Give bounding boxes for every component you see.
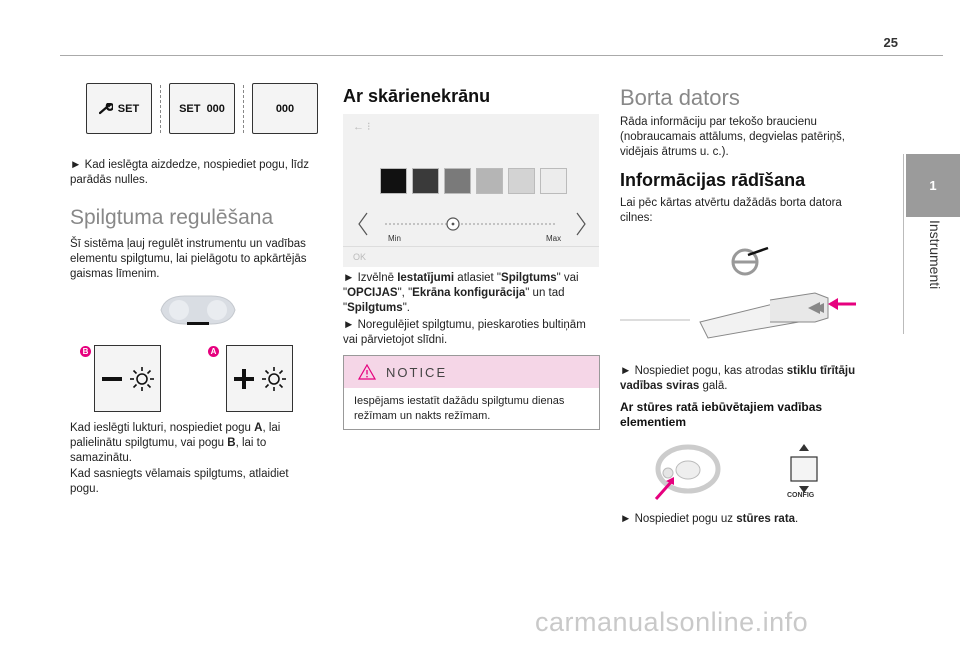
panel-separator — [160, 85, 161, 133]
trip-computer-intro: Rāda informāciju par tekošo braucienu (nobraucamais attālums, degvielas patēriņš, vidējais ātrums u. c.). — [620, 116, 846, 158]
brightness-decrease-button — [94, 345, 161, 412]
brightness-heading: Spilgtuma regulēšana — [70, 206, 274, 229]
release-instruction: Kad sasniegts vēlamais spilgtums, atlaidiet pogu. — [70, 468, 289, 495]
slider-min-label: Min — [388, 234, 401, 243]
touchscreen-instruction: ► Izvēlnē Iestatījumi atlasiet "Spilgtums" vai "OPCIJAS", "Ekrāna konfigurācija" un tad "Spilgtums". — [343, 272, 579, 314]
minus-icon — [101, 368, 123, 390]
brightness-increase-button — [226, 345, 293, 412]
steering-wheel-illustration — [652, 443, 724, 501]
color-swatches — [380, 168, 567, 194]
info-display-intro: Lai pēc kārtas atvērtu dažādās borta datora cilnes: — [620, 197, 842, 224]
set-000-display — [169, 83, 235, 134]
set-label: SET — [117, 102, 140, 115]
trip-reset-panels — [86, 83, 318, 134]
info-display-heading: Informācijas rādīšana — [620, 170, 806, 190]
wrench-icon — [99, 103, 113, 115]
brightness-screen-illustration — [343, 114, 599, 267]
steering-controls-heading: Ar stūres ratā iebūvētajiem vadības elementiem — [620, 400, 823, 429]
side-rule — [903, 154, 904, 334]
touchscreen-heading: Ar skārienekrānu — [343, 86, 491, 106]
slider-max-label: Max — [546, 234, 562, 243]
steering-instruction: ► Nospiediet pogu uz stūres rata. — [620, 513, 799, 525]
swatch — [476, 168, 503, 194]
page-number: 25 — [883, 35, 898, 50]
back-arrow-icon: ← ⁝ — [353, 121, 371, 133]
chapter-tab-number[interactable]: 1 — [906, 154, 960, 217]
sun-icon — [129, 366, 155, 392]
brightness-intro: Šī sistēma ļauj regulēt instrumentu un vadības elementu spilgtumu, lai pielāgotu to apkārtējās gaismas līmenim. — [70, 238, 307, 280]
swatch — [444, 168, 471, 194]
wiper-stalk-illustration — [620, 240, 860, 340]
plus-icon — [233, 368, 255, 390]
swatch — [380, 168, 407, 194]
wiper-instruction: ► Nospiediet pogu, kas atrodas stiklu tīrītāju vadības sviras galā. — [620, 365, 856, 392]
zero-label: 000 — [275, 102, 295, 115]
notice-title: NOTICE — [386, 364, 448, 380]
swatch — [508, 168, 535, 194]
trip-computer-heading: Borta dators — [620, 85, 740, 110]
config-label: CONFIG — [787, 492, 815, 499]
warning-icon — [358, 364, 376, 380]
notice-box — [343, 355, 600, 430]
set-000-label: SET 000 — [179, 102, 225, 115]
pink-arrow-icon — [828, 298, 838, 310]
watermark: carmanualsonline.info — [535, 607, 809, 637]
swatch — [412, 168, 439, 194]
header-rule — [60, 55, 943, 56]
ok-label: OK — [353, 252, 367, 262]
config-button-illustration — [789, 443, 819, 501]
badge-a: A — [208, 346, 219, 357]
slider-right-arrow — [577, 213, 585, 235]
zero-display — [252, 83, 318, 134]
brightness-instruction: Kad ieslēgti lukturi, nospiediet pogu A, lai palielinātu spilgtumu, vai pogu B, lai to samazinātu. — [70, 422, 281, 464]
chapter-tab-label: Instrumenti — [927, 220, 943, 290]
panel-separator — [243, 85, 244, 133]
notice-header — [344, 356, 599, 388]
swatch — [540, 168, 567, 194]
notice-text: Iespējams iestatīt dažādu spilgtumu dienas režīmam un nakts režīmam. — [354, 395, 565, 422]
wrench-set-button — [86, 83, 152, 134]
sun-icon — [261, 366, 287, 392]
reset-instruction: ► Kad ieslēgta aizdedze, nospiediet pogu, līdz parādās nulles. — [70, 159, 309, 186]
slider-instruction: ► Noregulējiet spilgtumu, pieskaroties bultiņām vai pārvietojot slīdni. — [343, 319, 586, 346]
instrument-cluster-illustration — [155, 292, 241, 330]
badge-b: B — [80, 346, 91, 357]
slider-left-arrow — [359, 213, 367, 235]
